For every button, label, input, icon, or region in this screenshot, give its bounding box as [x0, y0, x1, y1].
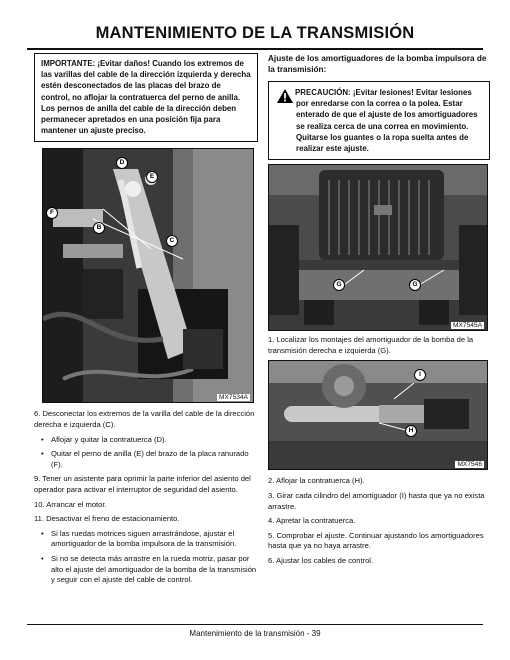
- label-e: E: [146, 171, 158, 183]
- photo-code: MX7546: [457, 461, 482, 469]
- step-6-bullet-b: • Quitar el perno de anilla (E) del brazo de la placa ranurado (F).: [34, 449, 258, 470]
- footer-text: Mantenimiento de la transmisión - 39: [189, 629, 321, 638]
- label-f: F: [46, 207, 58, 219]
- steering-cable-illustration: [43, 149, 253, 402]
- caution-box: [268, 81, 490, 160]
- right-column: [268, 53, 490, 571]
- step-6: 6. Desconectar los extremos de la varilla del cable de la dirección derecha e izquierda (C).: [34, 409, 255, 430]
- right-step-1: [268, 335, 490, 356]
- important-notice: [34, 53, 258, 142]
- damper-mounts-photo: [268, 164, 488, 331]
- section-subhead: Ajuste de los amortiguadores de la bomba impulsora de la transmisión:: [268, 54, 487, 74]
- step-6-bullet-a: • Aflojar y quitar la contratuerca (D).: [34, 435, 258, 446]
- step-3: 3. Girar cada cilindro del amortiguador (I) hasta que ya no exista arrastre.: [268, 491, 485, 511]
- step-10: 10. Arrancar el motor.: [34, 499, 107, 509]
- left-column: [34, 53, 258, 590]
- step-11-bullet-a: • Si las ruedas motrices siguen arrastrándose, ajustar el amortiguador de la bomba impulsora de la transmisión.: [34, 529, 258, 550]
- caution-text: PRECAUCIÓN: ¡Evitar lesiones! Evitar lesiones por enredarse con la correa o la polea. Estar enterado de que el ajuste de los amortiguadores se realiza cerca de una correa en movimiento. Quitarse los guantes o la ropa suelta antes de realizar este ajuste.: [295, 88, 478, 154]
- step-2: 2. Aflojar la contratuerca (H).: [268, 476, 365, 486]
- step-6-right: 6. Ajustar los cables de control.: [268, 555, 374, 565]
- step-4: 4. Apretar la contratuerca.: [268, 516, 356, 526]
- label-g-right: G: [409, 279, 421, 291]
- page-footer: [27, 624, 483, 638]
- important-text: IMPORTANTE: ¡Evitar daños! Cuando los extremos de las varillas del cable de la dirección izquierda y derecha estén desconectados de las placas del brazo de control, no aflojar la contratuerca del perno de anilla. Los pernos de anilla del cable de la dirección deben permanecer apretados en una posición fija para mantener un ajuste preciso.: [41, 59, 251, 136]
- step-9: 9. Tener un asistente para oprimir la parte inferior del asiento del operador para activar el interruptor de seguridad del asiento.: [34, 474, 251, 494]
- page-header: [27, 18, 483, 50]
- warning-triangle-icon: [276, 88, 294, 104]
- photo-code: MX7545A: [453, 322, 482, 330]
- damper-adjust-illustration: [269, 361, 487, 469]
- label-b: B: [93, 222, 105, 234]
- step-5: 5. Comprobar el ajuste. Continuar ajustando los amortiguadores hasta que ya no haya arrastre.: [268, 530, 484, 551]
- step-11-bullet-b: • Si no se detecta más arrastre en la rueda motriz, pasar por alto el ajuste del amortiguador de la bomba de la transmisión y seguir con el ajuste del cable de control.: [34, 554, 258, 586]
- page-title: MANTENIMIENTO DE LA TRANSMISIÓN: [95, 24, 415, 42]
- photo-code: MX7534A: [219, 394, 248, 402]
- label-g-left: G: [333, 279, 345, 291]
- label-c: C: [166, 235, 178, 247]
- label-i: I: [414, 369, 426, 381]
- step-1: 1. Localizar los montajes del amortiguador de la bomba de la transmisión derecha e izquierda (G).: [268, 335, 474, 355]
- right-steps: [268, 476, 490, 566]
- damper-mounts-illustration: [269, 165, 487, 330]
- label-d: D: [116, 157, 128, 169]
- step-11: 11. Desactivar el freno de estacionamiento.: [34, 514, 180, 524]
- left-steps: [34, 409, 258, 585]
- label-h: H: [405, 425, 417, 437]
- steering-cable-photo: [42, 148, 254, 403]
- damper-adjust-photo: [268, 360, 488, 470]
